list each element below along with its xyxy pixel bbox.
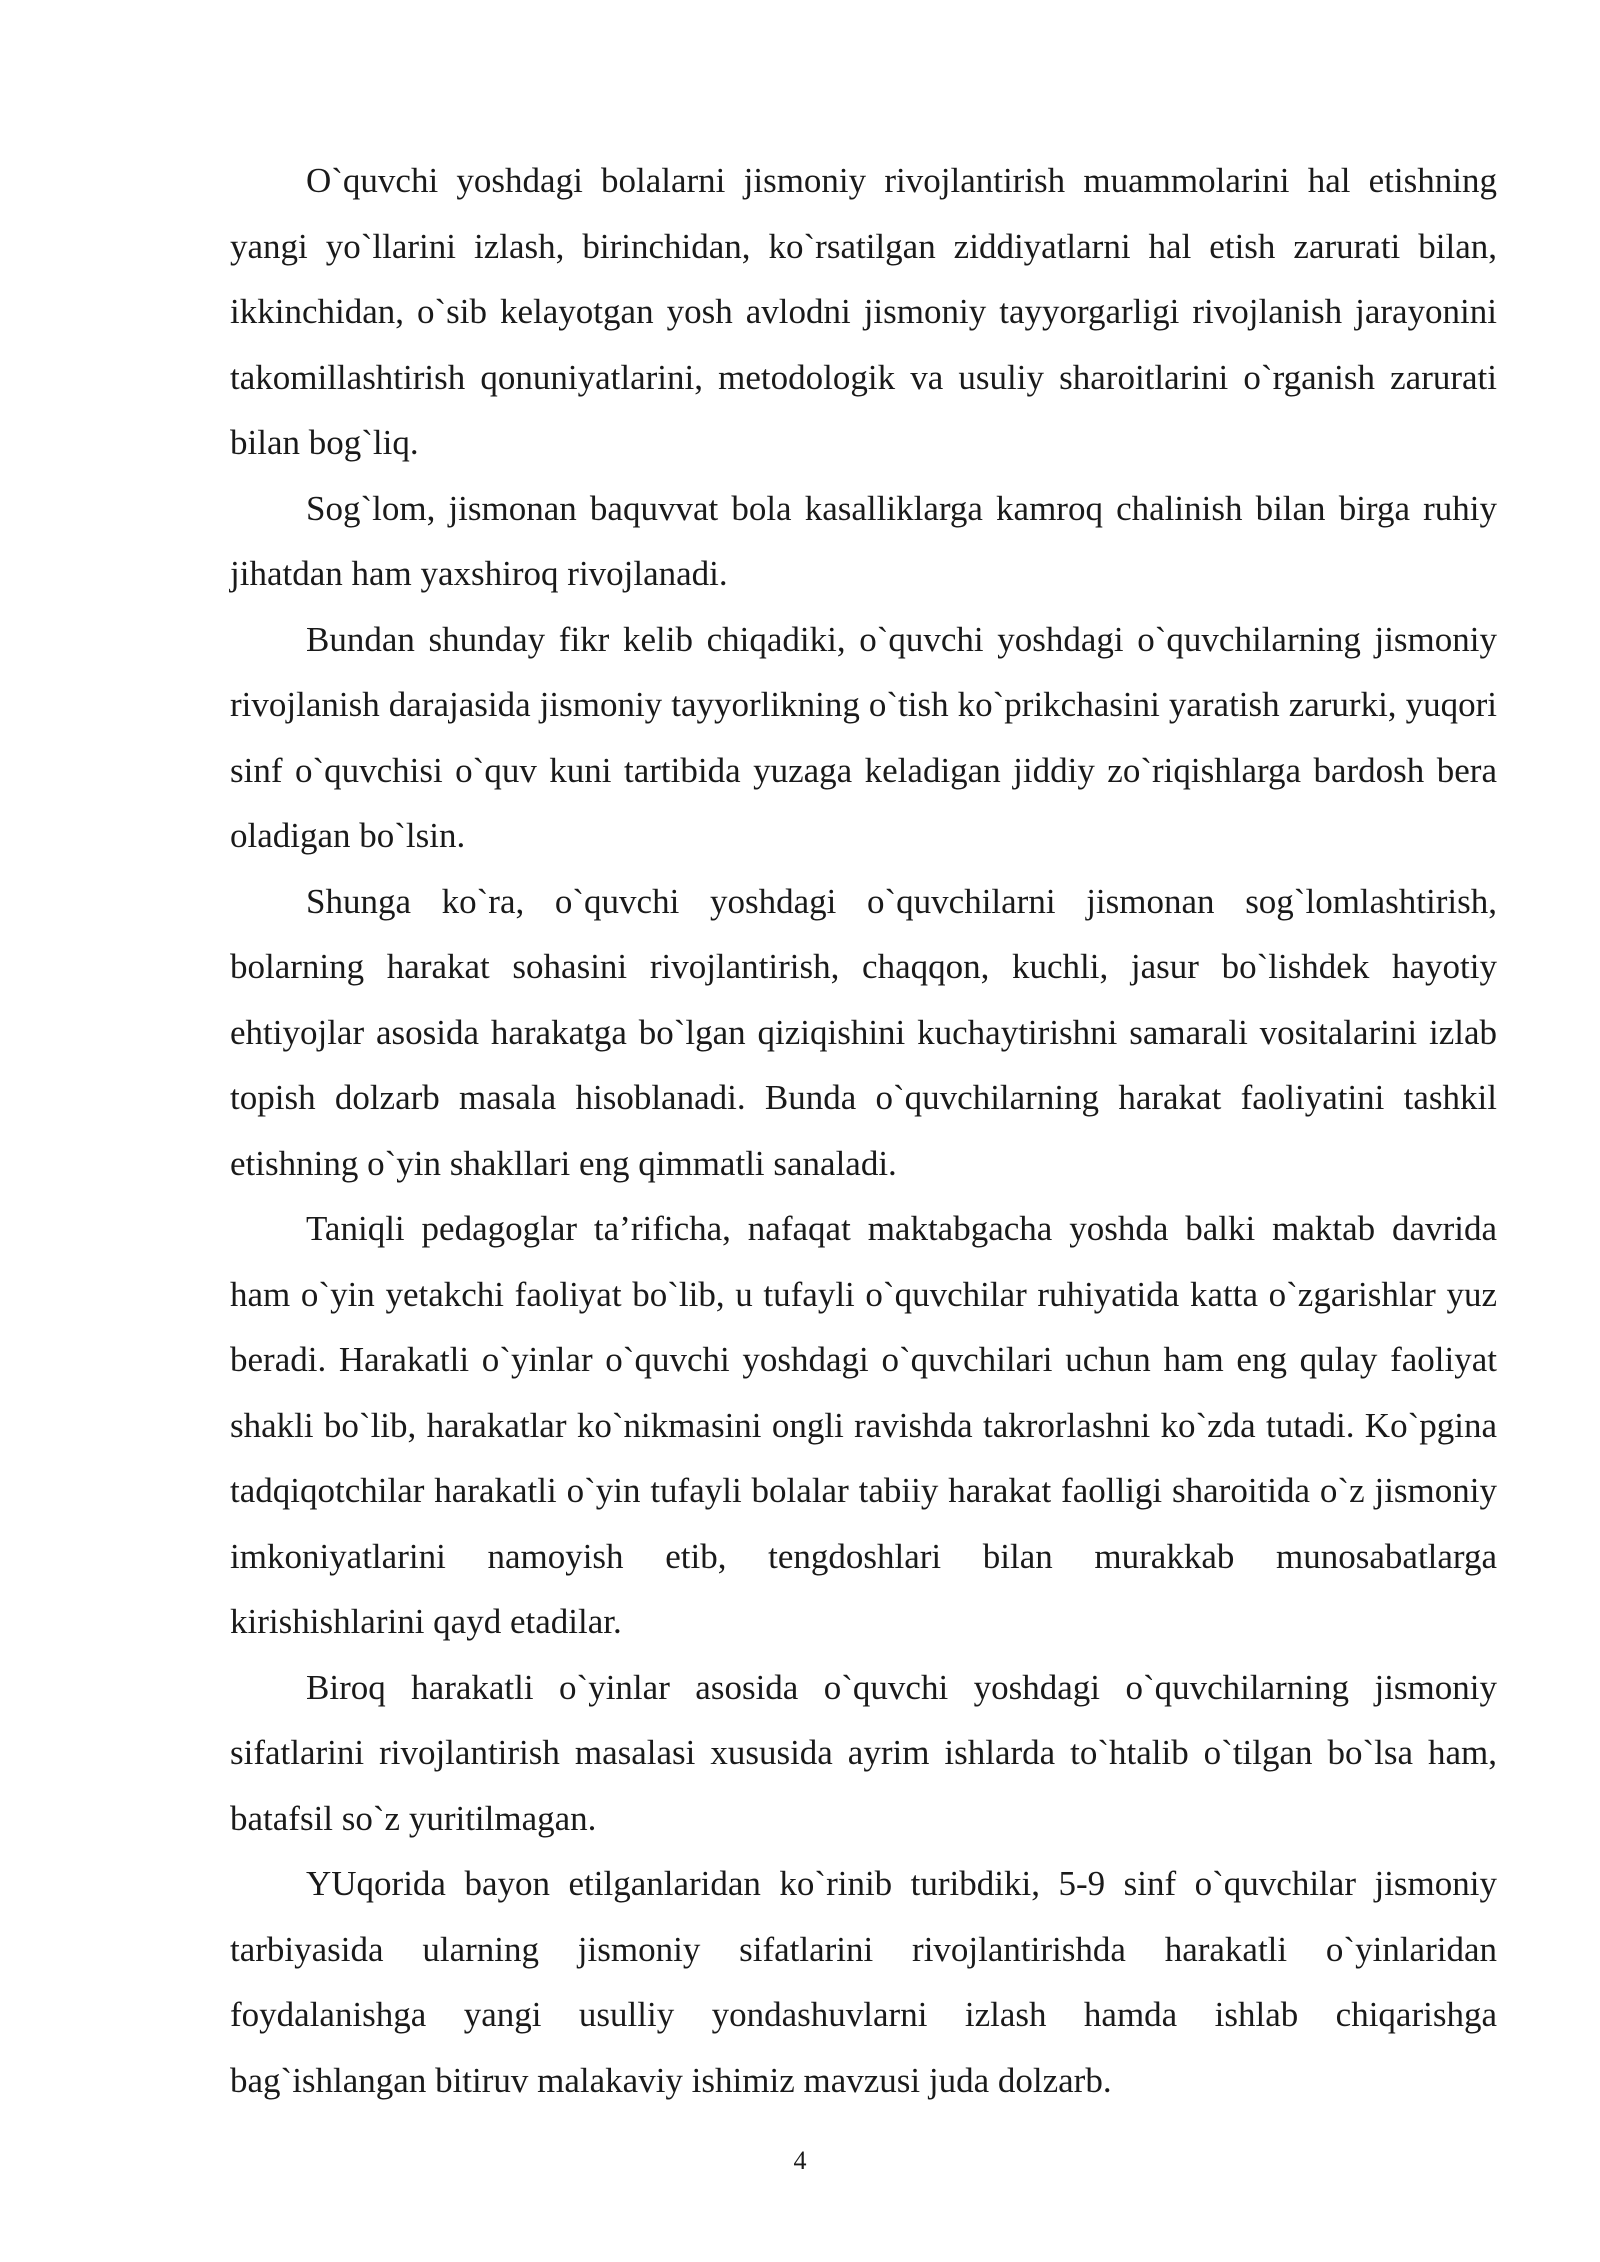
paragraph-1: O`quvchi yoshdagi bolalarni jismoniy rivojlantirish muammolarini hal etishning yangi yo`llarini izlash, birinchidan, ko`rsatilgan ziddiyatlarni hal etish zarurati bilan, ikkinchidan, o`sib kelayotgan yosh avlodni jismoniy tayyorgarligi rivojlanish jarayonini takomillashtirish qonuniyatlarini, metodologik va usuliy sharoitlarini o`rganish zarurati bilan bog`liq. — [230, 161, 1497, 462]
paragraph-3: Bundan shunday fikr kelib chiqadiki, o`quvchi yoshdagi o`quvchilarning jismoniy rivojlanish darajasida jismoniy tayyorlikning o`tish ko`prikchasini yaratish zarurki, yuqori sinf o`quvchisi o`quv kuni tartibida yuzaga keladigan jiddiy zo`riqishlarga bardosh bera oladigan bo`lsin. — [230, 619, 1497, 855]
page-number: 4 — [793, 2146, 807, 2175]
paragraph-7: YUqorida bayon etilganlaridan ko`rinib turibdiki, 5-9 sinf o`quvchilar jismoniy tarbiyasida ularning jismoniy sifatlarini rivojlantirishda harakatli o`yinlaridan foydalanishga yangi usulliy yondashuvlarni izlash hamda ishlab chiqarishga bag`ishlangan bitiruv malakaviy ishimiz mavzusi juda dolzarb. — [230, 1864, 1497, 2100]
paragraph-5: Taniqli pedagoglar ta’rificha, nafaqat maktabgacha yoshda balki maktab davrida ham o`yin yetakchi faoliyat bo`lib, u tufayli o`quvchilar ruhiyatida katta o`zgarishlar yuz beradi. Harakatli o`yinlar o`quvchi yoshdagi o`quvchilari uchun ham eng qulay faoliyat shakli bo`lib, harakatlar ko`nikmasini ongli ravishda takrorlashni ko`zda tutadi. Ko`pgina tadqiqotchilar harakatli o`yin tufayli bolalar tabiiy harakat faolligi sharoitida o`z jismoniy imkoniyatlarini namoyish etib, tengdoshlari bilan murakkab munosabatlarga kirishishlarini qayd etadilar. — [230, 1209, 1497, 1641]
paragraph-4: Shunga ko`ra, o`quvchi yoshdagi o`quvchilarni jismonan sog`lomlashtirish, bolarning harakat sohasini rivojlantirish, chaqqon, kuchli, jasur bo`lishdek hayotiy ehtiyojlar asosida harakatga bo`lgan qiziqishini kuchaytirishni samarali vositalarini izlab topish dolzarb masala hisoblanadi. Bunda o`quvchilarning harakat faoliyatini tashkil etishning o`yin shakllari eng qimmatli sanaladi. — [230, 881, 1497, 1183]
paragraph-2: Sog`lom, jismonan baquvvat bola kasalliklarga kamroq chalinish bilan birga ruhiy jihatdan ham yaxshiroq rivojlanadi. — [230, 488, 1497, 593]
paragraph-6: Biroq harakatli o`yinlar asosida o`quvchi yoshdagi o`quvchilarning jismoniy sifatlarini rivojlantirish masalasi xususida ayrim ishlarda to`htalib o`tilgan bo`lsa ham, batafsil so`z yuritilmagan. — [230, 1667, 1497, 1838]
body-text — [230, 148, 1497, 2113]
